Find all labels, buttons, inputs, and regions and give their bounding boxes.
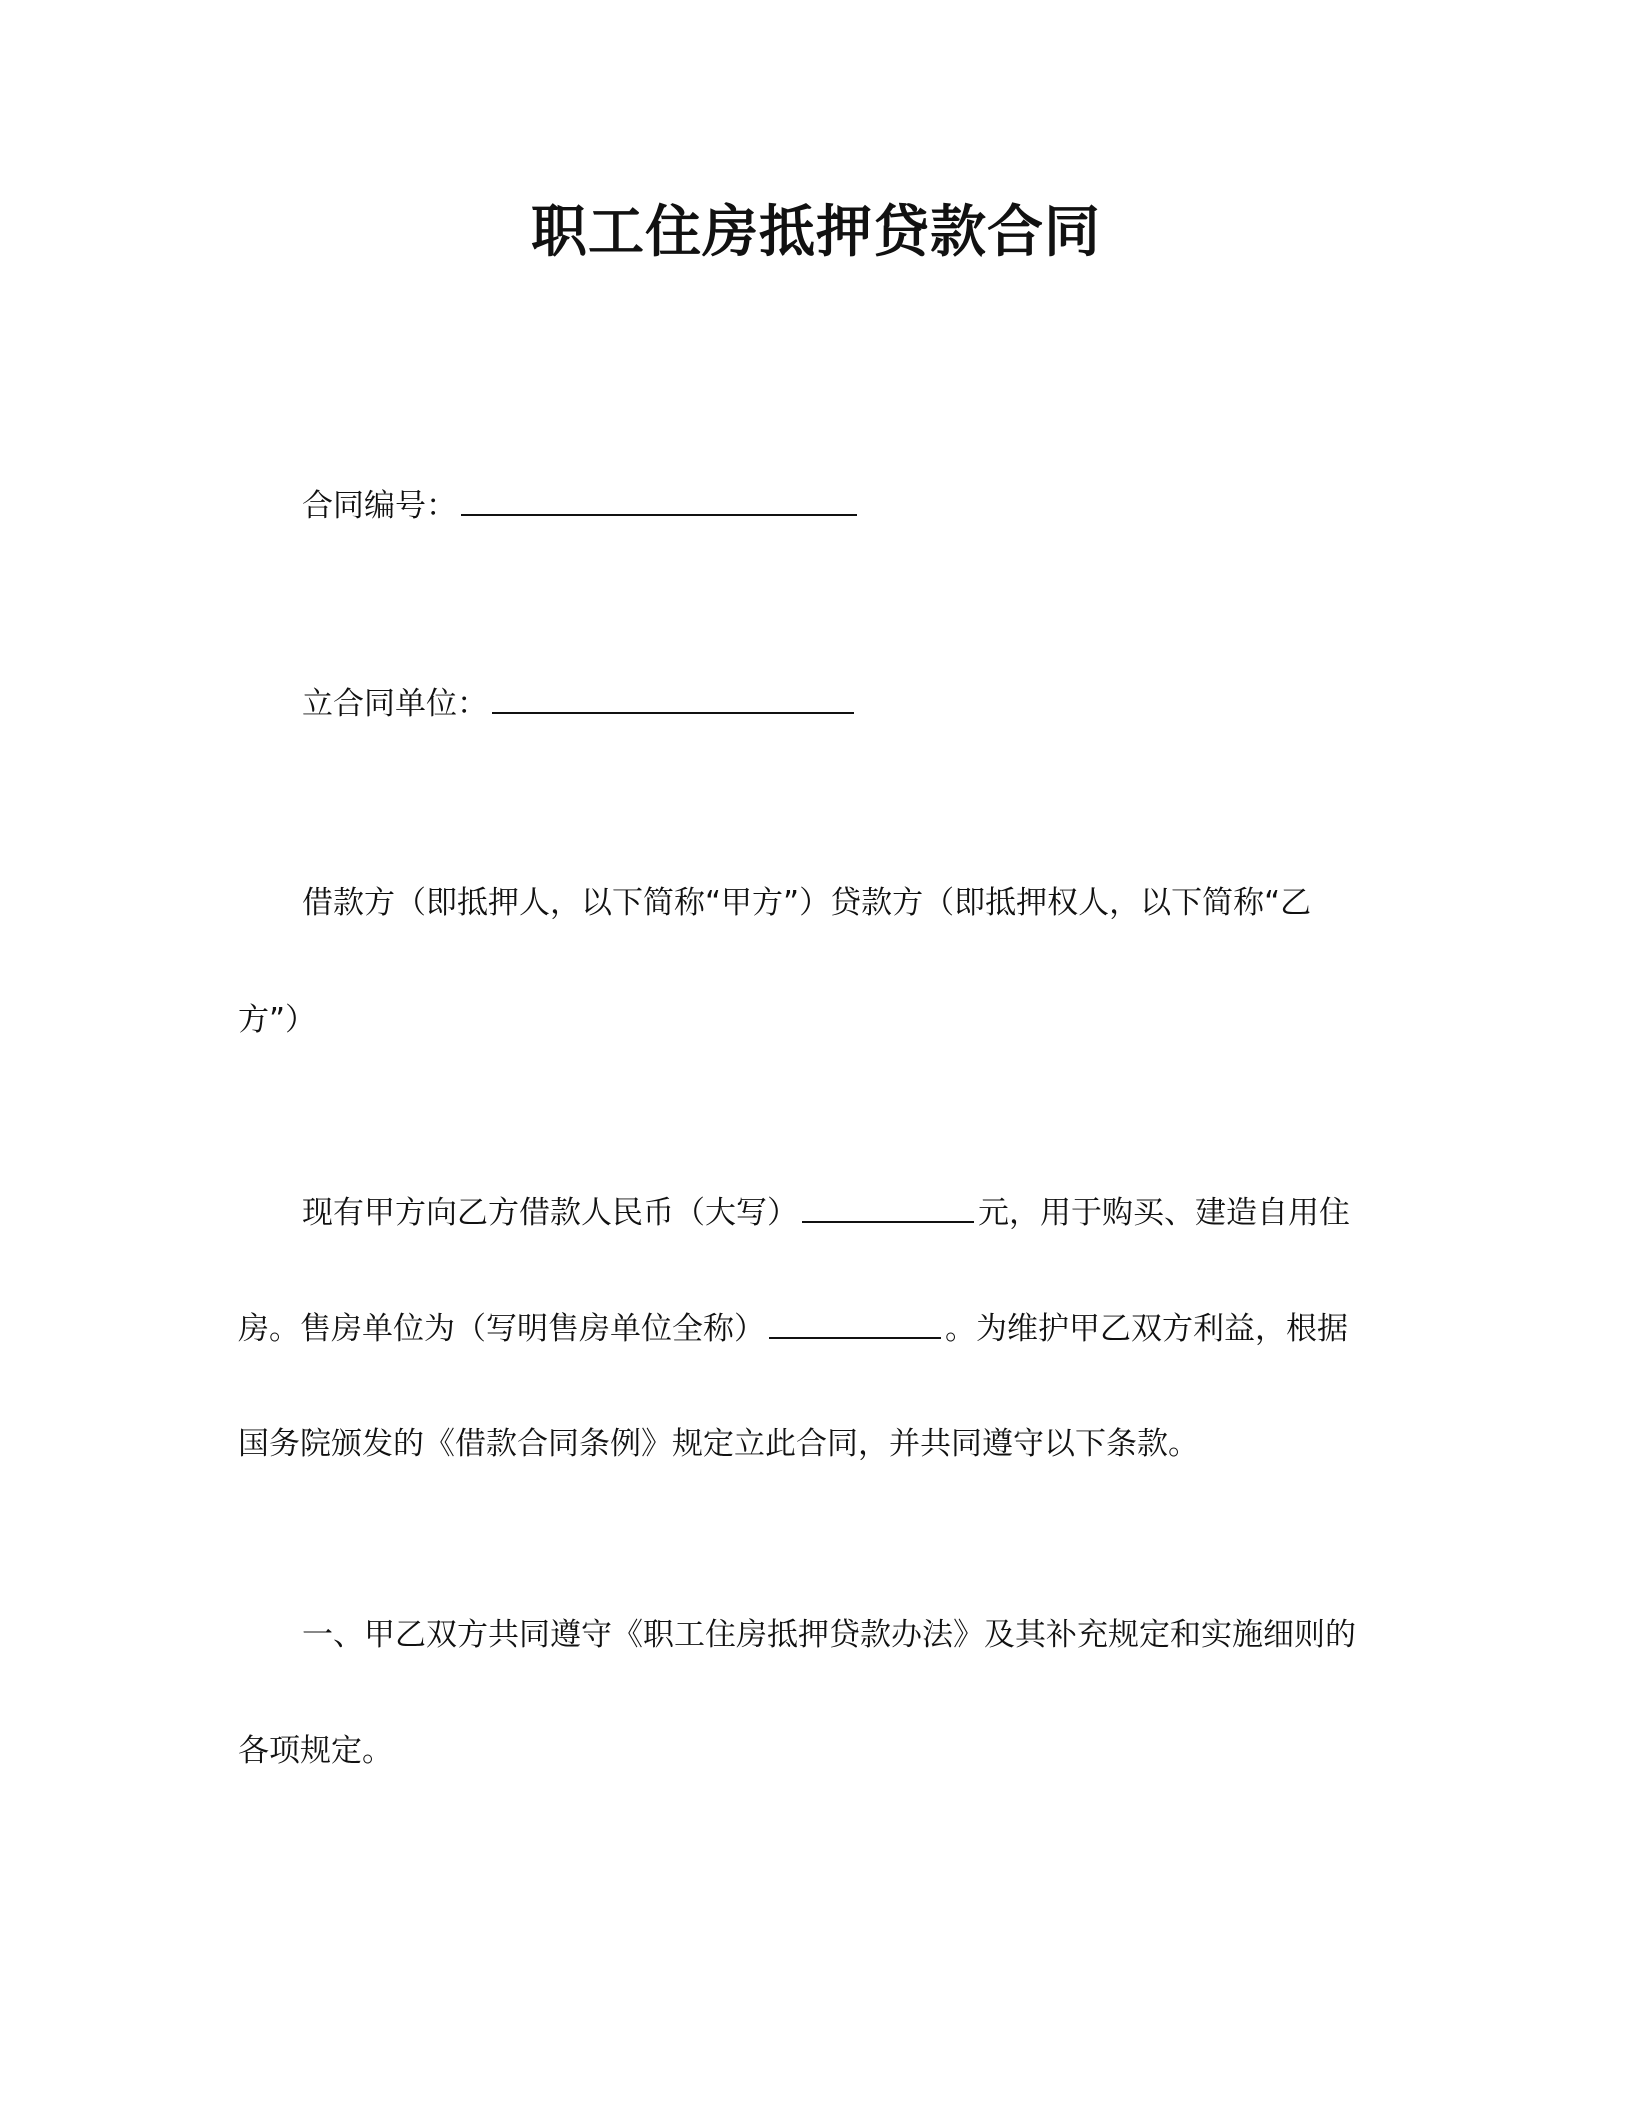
document-title: 职工住房抵押贷款合同 [531,200,1101,265]
seller-blank [769,1336,941,1339]
loan-amount-prefix: 现有甲方向乙方借款人民币（大写） [302,1195,798,1231]
loan-amount-blank [802,1220,974,1223]
clause-1-line-1: 一、甲乙双方共同遵守《职工住房抵押贷款办法》及其补充规定和实施细则的 [302,1617,1356,1653]
contract-number-label: 合同编号： [302,488,457,524]
loan-line-1 [302,1191,1350,1235]
loan-line-3: 国务院颁发的《借款合同条例》规定立此合同，并共同遵守以下条款。 [238,1426,1199,1462]
contract-unit-label: 立合同单位： [302,686,488,722]
loan-amount-suffix: 元，用于购买、建造自用住 [978,1195,1350,1231]
parties-line-2: 方”） [238,1002,317,1038]
parties-line-1: 借款方（即抵押人，以下简称“甲方”）贷款方（即抵押权人，以下简称“乙 [302,885,1312,921]
contract-number-blank [461,513,857,516]
contract-number-line [302,484,861,528]
seller-suffix: 。为维护甲乙双方利益，根据 [945,1311,1348,1347]
contract-unit-line [302,682,858,726]
seller-prefix: 房。售房单位为（写明售房单位全称） [238,1311,765,1347]
contract-unit-blank [492,711,854,714]
loan-line-2 [238,1307,1348,1351]
clause-1-line-2: 各项规定。 [238,1733,393,1769]
